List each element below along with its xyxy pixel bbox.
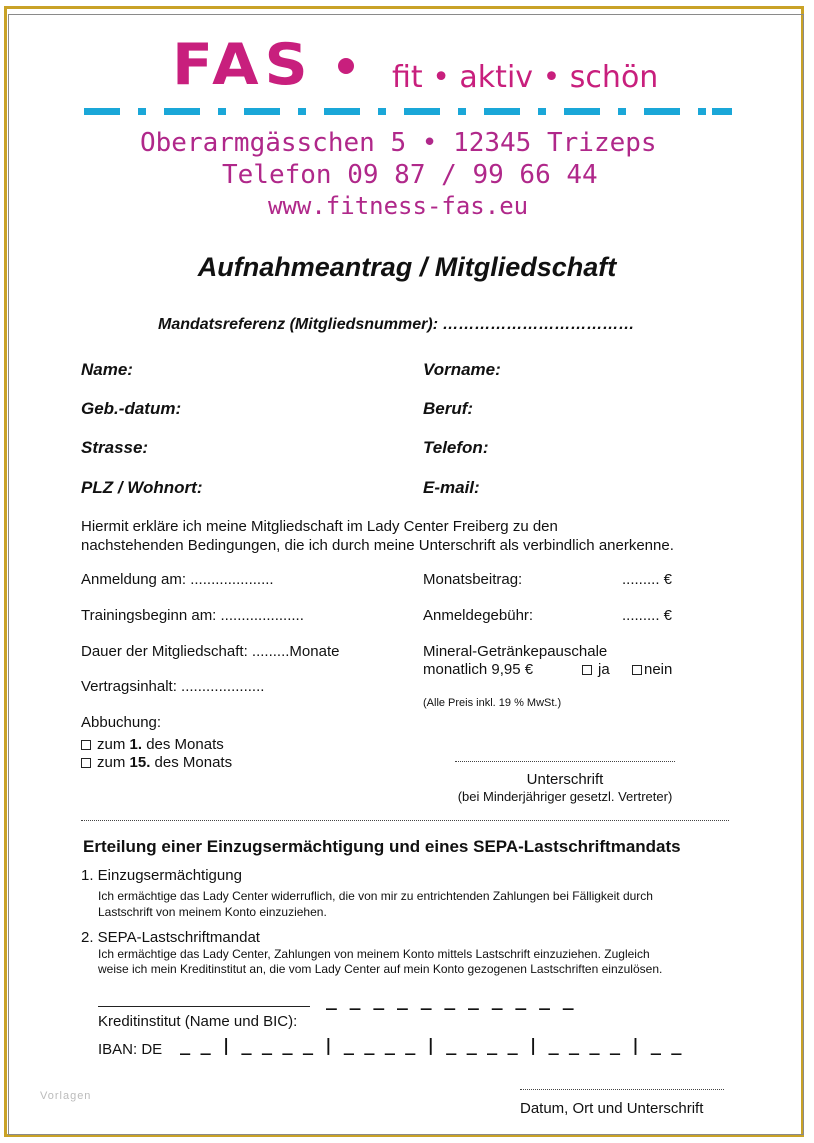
datum-signature-line[interactable] (520, 1089, 724, 1090)
sepa-item1-title: 1. Einzugsermächtigung (81, 867, 242, 884)
anmeldegebuehr-label: Anmeldegebühr: (423, 607, 534, 624)
trainingsbeginn-field[interactable]: Trainingsbeginn am: .................... (81, 607, 304, 624)
mineral-price: monatlich 9,95 € (423, 661, 534, 678)
kreditinstitut-label: Kreditinstitut (Name und BIC): (98, 1013, 298, 1030)
iban-label: IBAN: DE (98, 1041, 163, 1058)
declaration-line-1: Hiermit erkläre ich meine Mitgliedschaft im Lady Center Freiberg zu den (81, 518, 558, 535)
abbuchung-option-1[interactable] (81, 736, 224, 753)
logo-dash-line (84, 108, 732, 115)
watermark: Vorlagen (40, 1090, 92, 1102)
checkbox-icon[interactable] (81, 758, 91, 768)
checkbox-icon[interactable] (582, 665, 592, 675)
sepa-item2-text-1: Ich ermächtige das Lady Center, Zahlungen von meinem Konto mittels Lastschrift einzuziehen. Zugleich (98, 947, 650, 961)
city-field[interactable]: PLZ / Wohnort: (81, 478, 203, 497)
monatsbeitrag-label: Monatsbeitrag: (423, 571, 523, 588)
signature-label: Unterschrift (526, 771, 604, 788)
sepa-item2-title: 2. SEPA-Lastschriftmandat (81, 929, 260, 946)
mineral-option-nein[interactable] (632, 661, 672, 678)
dauer-field[interactable]: Dauer der Mitgliedschaft: .........Monate (81, 643, 340, 660)
abbuchung-option-1-num: 1. (129, 736, 143, 753)
abbuchung-option-15[interactable] (81, 754, 232, 771)
anmeldung-field[interactable]: Anmeldung am: .................... (81, 571, 274, 588)
abbuchung-option-suffix: des Monats (154, 754, 233, 771)
signature-sublabel: (bei Minderjähriger gesetzl. Vertreter) (457, 789, 673, 804)
address-line: Oberarmgässchen 5 • 12345 Trizeps (140, 128, 657, 158)
sepa-heading: Erteilung einer Einzugsermächtigung und eines SEPA-Lastschriftmandats (83, 837, 681, 856)
datum-signature-label: Datum, Ort und Unterschrift (520, 1100, 704, 1117)
logo-dashes (84, 108, 732, 115)
checkbox-icon[interactable] (632, 665, 642, 675)
checkbox-icon[interactable] (81, 740, 91, 750)
logo-dot-icon (338, 58, 354, 74)
section-divider (81, 820, 729, 821)
vertragsinhalt-field[interactable]: Vertragsinhalt: .................... (81, 678, 265, 695)
name-field[interactable]: Name: (81, 360, 133, 379)
mineral-label: Mineral-Getränkepauschale (423, 643, 608, 660)
sepa-item1-text-2: Lastschrift von meinem Konto einzuziehen. (98, 905, 327, 919)
birthdate-field[interactable]: Geb.-datum: (81, 399, 182, 418)
iban-input-slots[interactable]: _ _ | _ _ _ _ | _ _ _ _ | _ _ _ _ | _ _ _ _ | _ _ (180, 1036, 682, 1056)
email-field[interactable]: E-mail: (423, 478, 480, 497)
signature-line[interactable] (455, 761, 675, 762)
brand-tagline: fit • aktiv • schön (392, 60, 659, 95)
mandatsreferenz-field[interactable]: Mandatsreferenz (Mitgliedsnummer): ……………………………… (158, 316, 635, 333)
mineral-option-ja-label: ja (598, 661, 610, 678)
monatsbeitrag-value[interactable]: ......... € (622, 571, 673, 588)
kreditinstitut-line[interactable] (98, 1006, 310, 1007)
sepa-item2-text-2: weise ich mein Kreditinstitut an, die vom Lady Center auf mein Konto gezogenen Lastschriften einzulösen. (98, 962, 663, 976)
abbuchung-option-suffix: des Monats (146, 736, 224, 753)
abbuchung-label: Abbuchung: (81, 714, 162, 731)
website-line: www.fitness-fas.eu (268, 192, 529, 220)
mineral-option-ja[interactable] (582, 661, 610, 678)
brand-logo: FAS (172, 31, 314, 99)
abbuchung-option-pre: zum (97, 736, 126, 753)
declaration-line-2: nachstehenden Bedingungen, die ich durch meine Unterschrift als verbindlich anerkenne. (81, 537, 674, 554)
page-title: Aufnahmeantrag / Mitgliedschaft (197, 252, 617, 282)
profession-field[interactable]: Beruf: (423, 399, 474, 418)
price-note: (Alle Preis inkl. 19 % MwSt.) (423, 697, 562, 709)
bic-input-slots[interactable]: _ _ _ _ _ _ _ _ _ _ _ (326, 990, 575, 1011)
firstname-field[interactable]: Vorname: (423, 360, 501, 379)
anmeldegebuehr-value[interactable]: ......... € (622, 607, 673, 624)
street-field[interactable]: Strasse: (81, 438, 149, 457)
sepa-item1-text-1: Ich ermächtige das Lady Center widerruflich, die von mir zu entrichtenden Zahlungen bei Fälligkeit durch (98, 889, 653, 903)
abbuchung-option-15-num: 15. (129, 754, 151, 771)
abbuchung-option-pre: zum (97, 754, 126, 771)
phone-line: Telefon 09 87 / 99 66 44 (222, 160, 598, 190)
phone-field[interactable]: Telefon: (423, 438, 489, 457)
mineral-option-nein-label: nein (644, 661, 673, 678)
